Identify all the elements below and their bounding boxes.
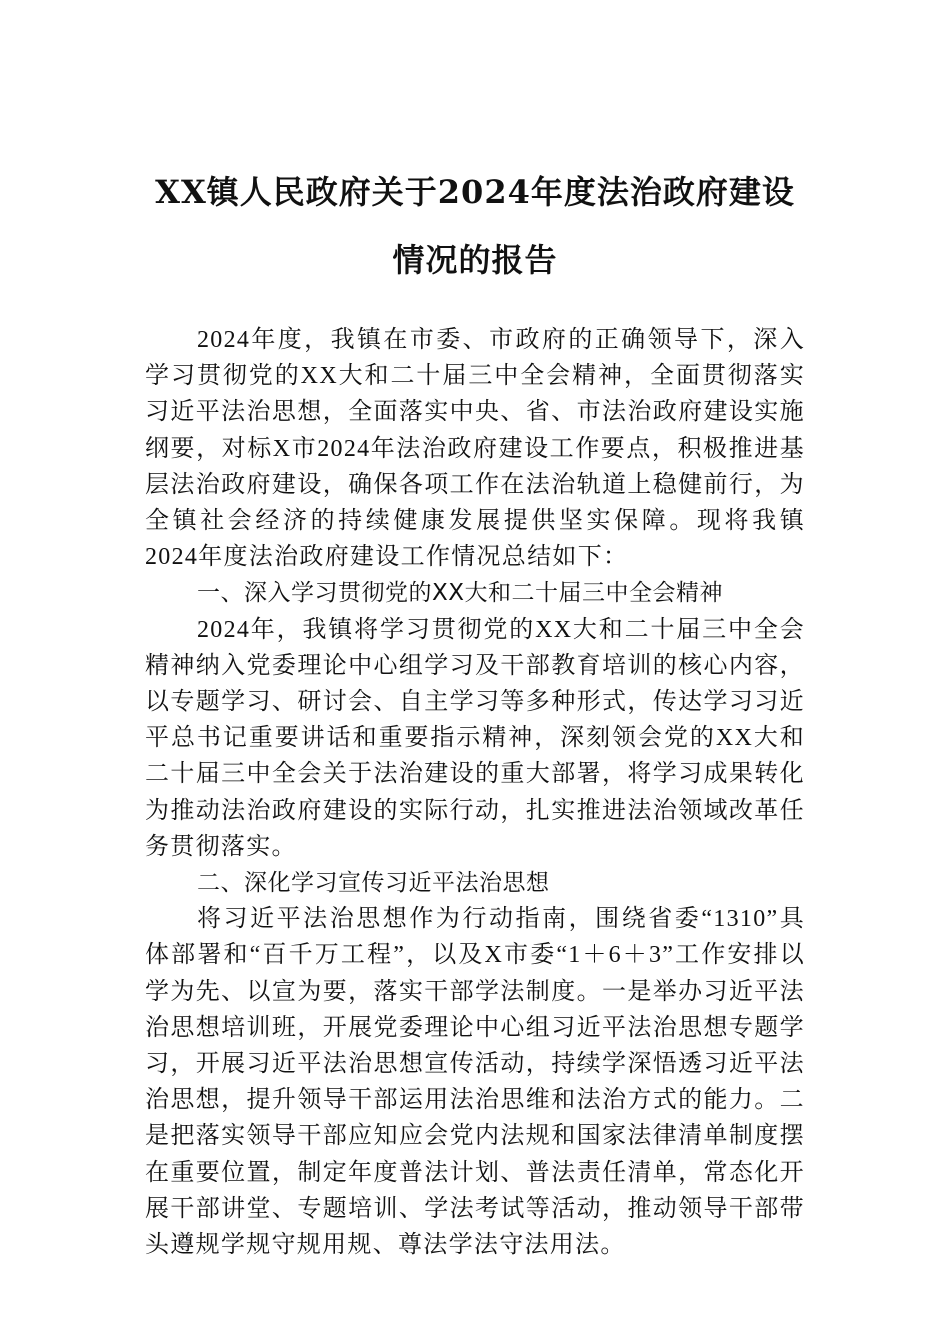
section-heading-2: 二、深化学习宣传习近平法治思想 [197, 870, 550, 897]
document-body [145, 322, 805, 1263]
document-title: XX镇人民政府关于2024年度法治政府建设情况的报告 [155, 173, 795, 279]
section-2-paragraph: 将习近平法治思想作为行动指南，围绕省委“1310”具体部署和“百千万工程”，以及X市委“1＋6＋3”工作安排以学为先、以宣为要，落实干部学法制度。一是举办习近平法治思想培训班，开展党委理论中心组习近平法治思想专题学习，开展习近平法治思想宣传活动，持续学深悟透习近平法治思想，提升领导干部运用法治思维和法治方式的能力。二是把落实领导干部应知应会党内法规和国家法律清单制度摆在重要位置，制定年度普法计划、普法责任清单，常态化开展干部讲堂、专题培训、学法考试等活动，推动领导干部带头遵规学规守规用规、尊法学法守法用法。 [145, 906, 805, 1259]
section-1-paragraph: 2024年，我镇将学习贯彻党的XX大和二十届三中全会精神纳入党委理论中心组学习及干部教育培训的核心内容，以专题学习、研讨会、自主学习等多种形式，传达学习习近平总书记重要讲话和重要指示精神，深刻领会党的XX大和二十届三中全会关于法治建设的重大部署，将学习成果转化为推动法治政府建设的实际行动，扎实推进法治领域改革任务贯彻落实。 [145, 616, 805, 860]
section-heading-1: 一、深入学习贯彻党的XX大和二十届三中全会精神 [197, 580, 724, 607]
intro-paragraph: 2024年度，我镇在市委、市政府的正确领导下，深入学习贯彻党的XX大和二十届三中全会精神，全面贯彻落实习近平法治思想，全面落实中央、省、市法治政府建设实施纲要，对标X市2024年法治政府建设工作要点，积极推进基层法治政府建设，确保各项工作在法治轨道上稳健前行，为全镇社会经济的持续健康发展提供坚实保障。现将我镇2024年度法治政府建设工作情况总结如下： [145, 327, 805, 571]
